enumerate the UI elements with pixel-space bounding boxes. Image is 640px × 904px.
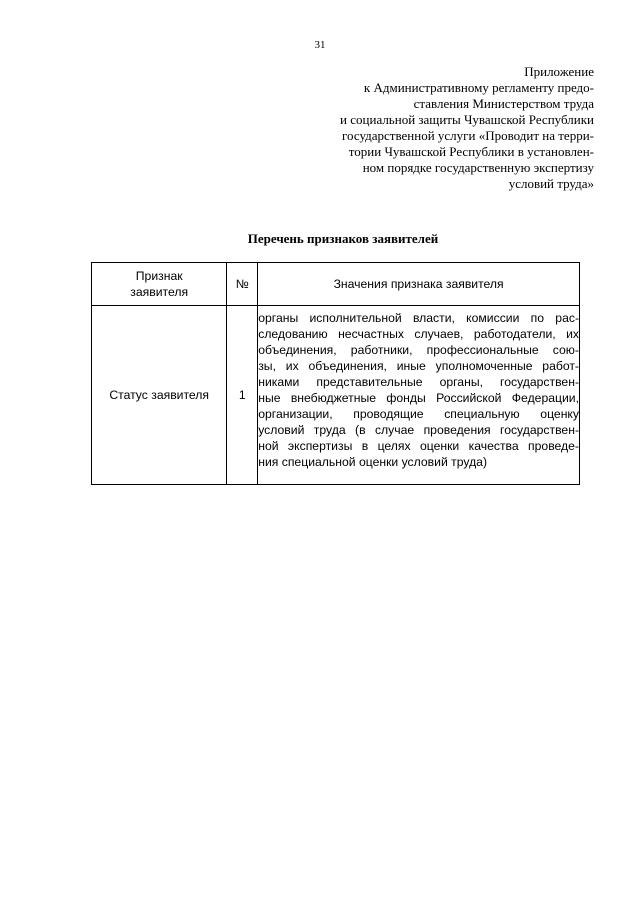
value-line: ния специальной оценки условий труда) <box>258 455 488 469</box>
table-header-row <box>92 263 580 306</box>
appendix-line: тории Чувашской Республики в установлен- <box>348 144 594 159</box>
value-line: органы исполнительной власти, комиссии по рас- <box>258 311 579 325</box>
value-line: организации, проводящие специальную оценку <box>258 407 579 421</box>
value-line: условий труда (в случае проведения государствен- <box>258 423 579 437</box>
page-number: 31 <box>314 39 326 51</box>
cell-attribute: Статус заявителя <box>92 306 227 485</box>
header-number: № <box>227 263 258 306</box>
table-row <box>92 306 580 485</box>
appendix-line: государственной услуги «Проводит на терри- <box>342 128 594 143</box>
value-line: ной экспертизы в целях оценки качества проведе- <box>258 439 579 453</box>
appendix-line: ставления Министерством труда <box>413 96 594 111</box>
cell-values <box>258 306 580 485</box>
value-line: зы, их объединения, иные уполномоченные работ- <box>258 359 579 373</box>
cell-number: 1 <box>227 306 258 485</box>
value-line: никами представительные органы, государствен- <box>258 375 579 389</box>
appendix-line: условий труда» <box>508 176 594 191</box>
value-line: следованию несчастных случаев, работодатели, их <box>258 327 579 341</box>
header-attribute-line: Признак <box>135 269 183 283</box>
applicant-criteria-table <box>91 262 580 485</box>
appendix-line: Приложение <box>524 64 594 79</box>
value-line: ные внебюджетные фонды Российской Федерации, <box>258 391 579 405</box>
header-values: Значения признака заявителя <box>258 263 580 306</box>
appendix-line: ном порядке государственную экспертизу <box>362 160 594 175</box>
header-attribute-line: заявителя <box>130 285 189 299</box>
appendix-line: и социальной защиты Чувашской Республики <box>340 112 594 127</box>
value-line: объединения, работники, профессиональные сою- <box>258 343 579 357</box>
appendix-line: к Административному регламенту предо- <box>363 80 594 95</box>
appendix-header <box>294 64 594 192</box>
document-title: Перечень признаков заявителей <box>247 231 439 246</box>
header-attribute <box>92 263 227 306</box>
